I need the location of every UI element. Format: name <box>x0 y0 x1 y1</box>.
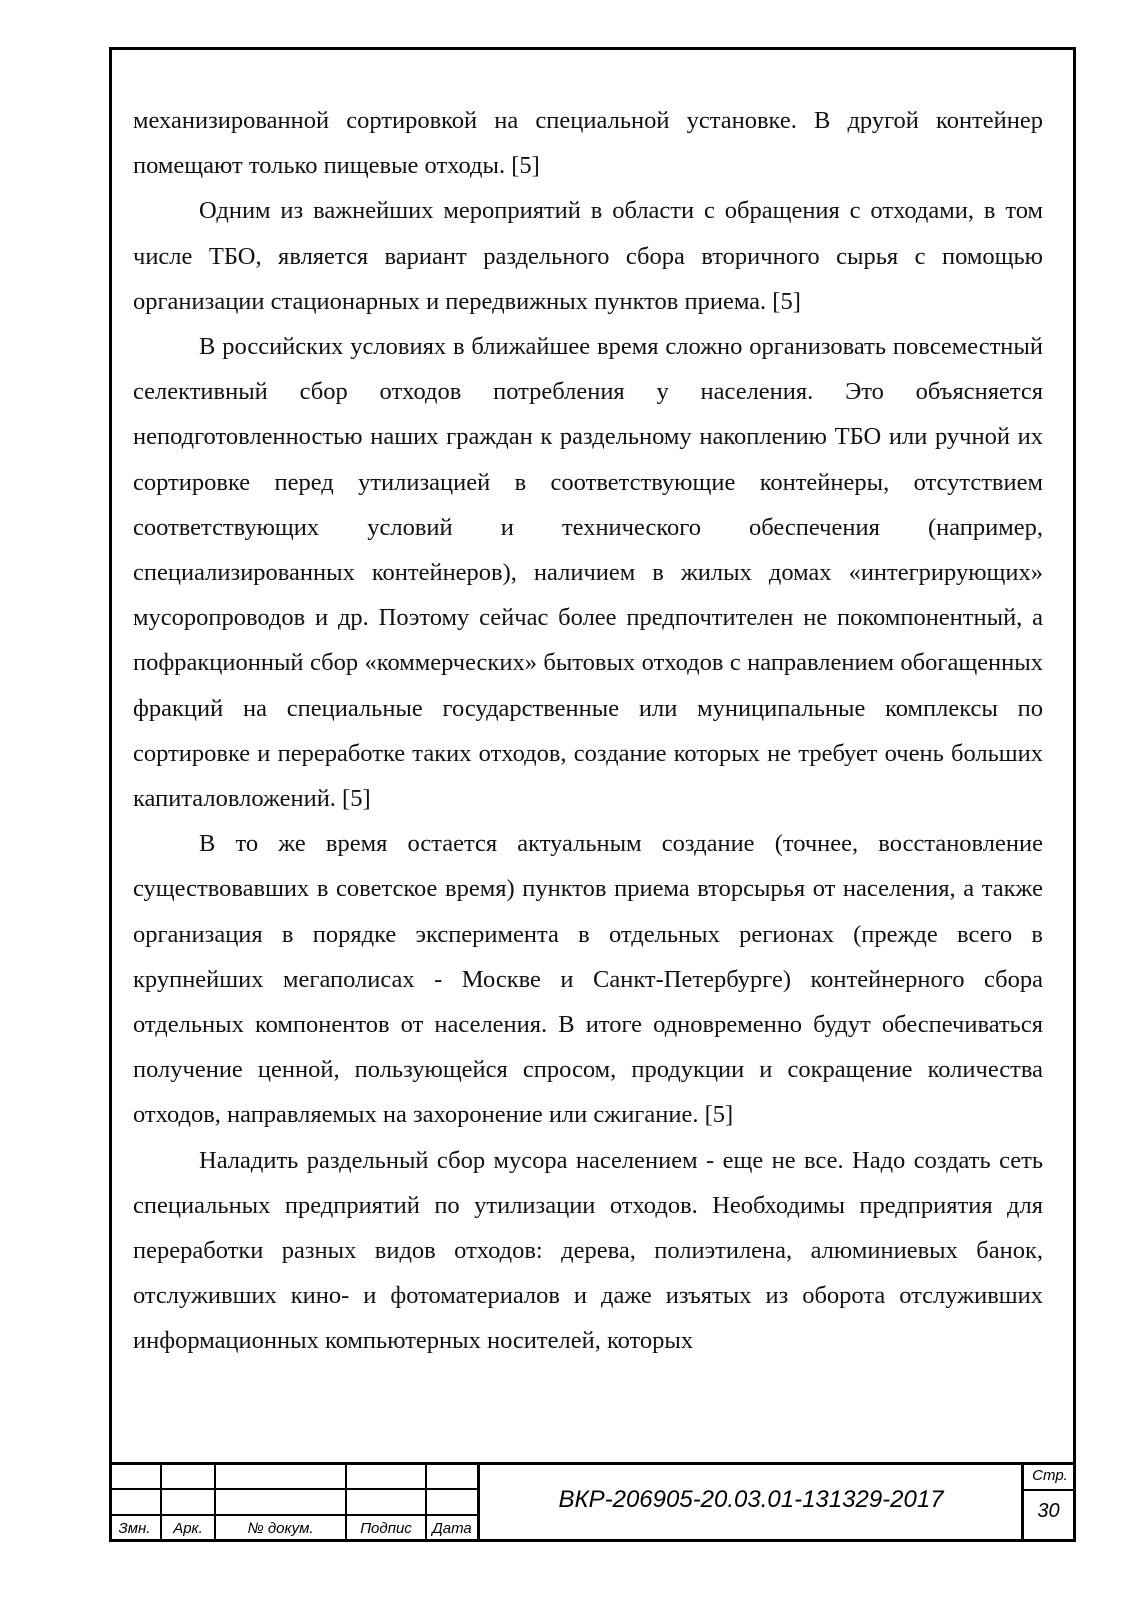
stamp-label-zmn: Змн. <box>118 1520 151 1537</box>
stamp-label-doc-num: № докум. <box>247 1520 314 1537</box>
body-text <box>133 98 1043 1364</box>
page-label: Стр. <box>1032 1467 1068 1484</box>
page-box-divider <box>1021 1489 1076 1491</box>
paragraph-continuation: механизированной сортировкой на специальной установке. В другой контейнер помещают только пищевые отходы. [5] <box>133 107 1043 180</box>
paragraph: В то же время остается актуальным создание (точнее, восстановление существовавших в советское время) пунктов приема вторсырья от населения, а также организация в порядке эксперимента в отдельных регионах (прежде всего в крупнейших мегаполисах - Москве и Санкт-Петербурге) контейнерного сбора отдельных компонентов от населения. В итоге одновременно будут обеспечиваться получение ценной, пользующейся спросом, продукции и сокращение количества отходов, направляемых на захоронение или сжигание. [5] <box>133 830 1043 1129</box>
stamp-row-line <box>109 1488 479 1490</box>
title-block-stamp <box>109 1462 1076 1542</box>
document-code: ВКР-206905-20.03.01-131329-2017 <box>558 1486 944 1513</box>
stamp-label-ark: Арк. <box>173 1520 203 1537</box>
stamp-label-podpis: Подпис <box>360 1520 412 1537</box>
stamp-label-data: Дата <box>432 1520 472 1537</box>
paragraph: Одним из важнейших мероприятий в области с обращения с отходами, в том числе ТБО, является вариант раздельного сбора вторичного сырья с помощью организации стационарных и передвижных пунктов приема. [5] <box>133 197 1043 315</box>
paragraph: В российских условиях в ближайшее время сложно организовать повсеместный селективный сбор отходов потребления у населения. Это объясняется неподготовленностью наших граждан к раздельному накоплению ТБО или ручной их сортировке перед утилизацией в соответствующие контейнеры, отсутствием соответствующих условий и технического обеспечения (например, специализированных контейнеров), наличием в жилых домах «интегрирующих» мусоропроводов и др. Поэтому сейчас более предпочтителен не покомпонентный, а пофракционный сбор «коммерческих» бытовых отходов с направлением обогащенных фракций на специальные государственные или муниципальные комплексы по сортировке и переработке таких отходов, создание которых не требует очень больших капиталовложений. [5] <box>133 333 1043 813</box>
paragraph: Наладить раздельный сбор мусора населением - еще не все. Надо создать сеть специальных предприятий по утилизации отходов. Необходимы предприятия для переработки разных видов отходов: дерева, полиэтилена, алюминиевых банок, отслуживших кино- и фотоматериалов и даже изъятых из оборота отслуживших информационных компьютерных носителей, которых <box>133 1146 1043 1355</box>
stamp-row-line <box>109 1514 479 1516</box>
stamp-col-line <box>477 1462 480 1542</box>
stamp-top-border <box>109 1462 1076 1465</box>
page-number: 30 <box>1037 1500 1060 1522</box>
